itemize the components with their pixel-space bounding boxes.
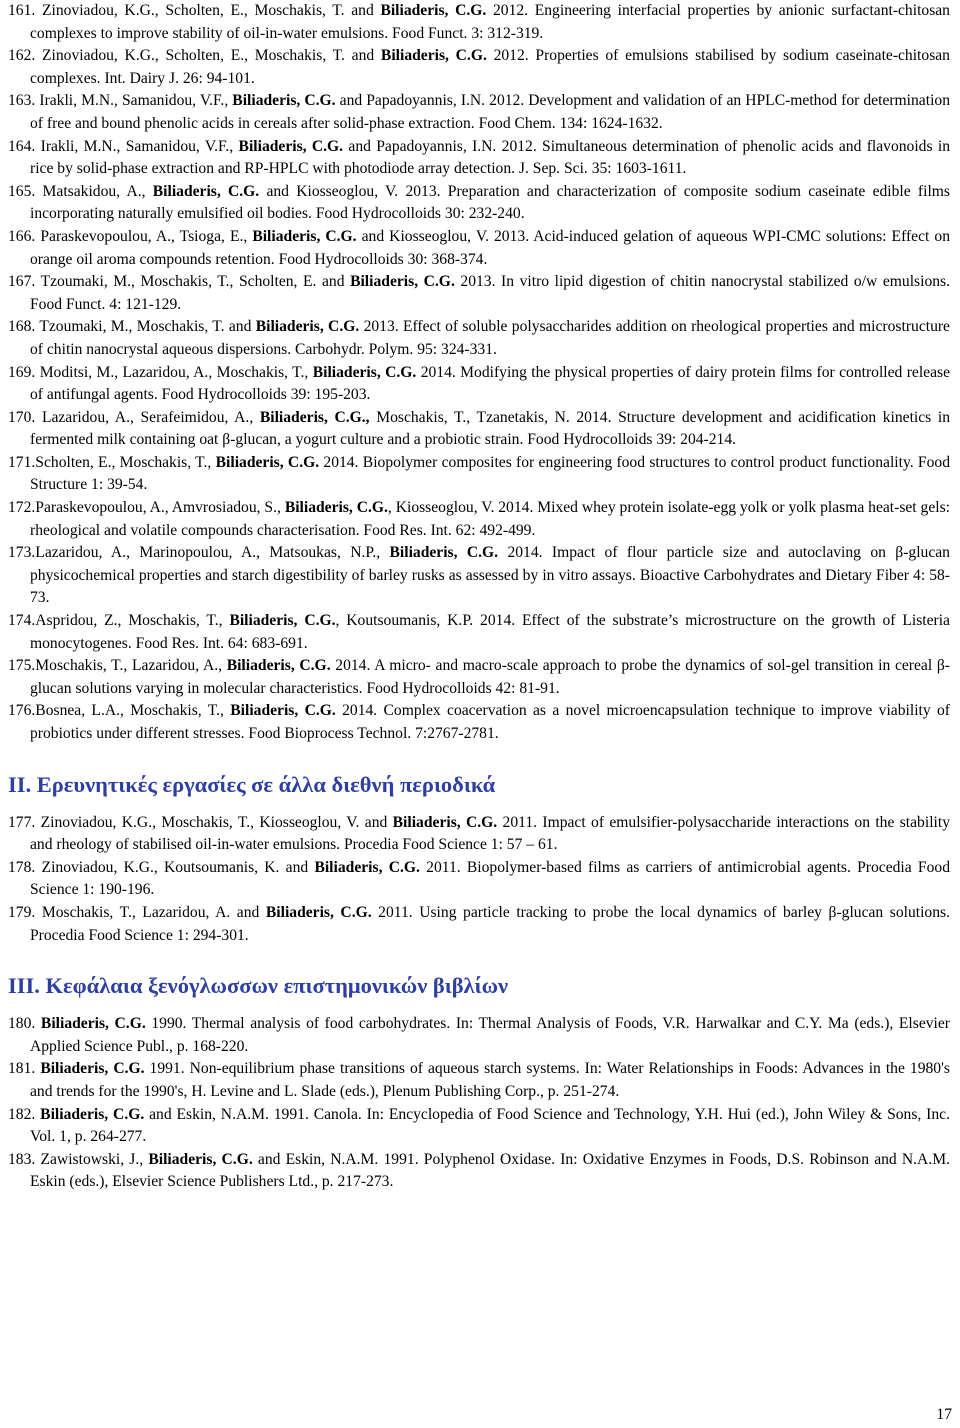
list-item xyxy=(8,812,950,857)
ref-authors: Paraskevopoulou, A., Amvrosiadou, S., xyxy=(35,499,285,517)
ref-number: 177. xyxy=(8,813,36,831)
ref-details: 1991. Non-equilibrium phase transitions of aqueous starch systems. In: Water Relationships in Foods: Advances in the 1980's and trends for the 1990's, H. Levine and L. Slade (eds.), Plenum Publishing Corp., p. 251-274. xyxy=(30,1060,950,1100)
ref-details: , Koutsoumanis, K.P. 2014. Effect of the substrate’s microstructure on the growth of Listeria monocytogenes. Food Res. Int. 64: 683-691. xyxy=(30,612,950,652)
ref-number: 178. xyxy=(8,858,36,876)
list-item xyxy=(8,655,950,700)
ref-details: and Kiosseoglou, V. 2013. Acid-induced gelation of aqueous WPI-CMC solutions: Effect on orange oil aroma compounds retention. Food Hydrocolloids 30: 368-374. xyxy=(30,227,950,268)
ref-details: and Eskin, N.A.M. 1991. Polyphenol Oxidase. In: Oxidative Enzymes in Foods, D.S. Robinson and N.A.M. Eskin (eds.), Elsevier Science Publishers Ltd., p. 217-273. xyxy=(30,1150,950,1191)
ref-number: 167. xyxy=(8,273,36,291)
ref-details: 2014. Modifying the physical properties of dairy protein films for controlled release of antifungal agents. Food Hydrocolloids 39: 195-203. xyxy=(30,363,950,404)
ref-bold-author: Biliaderis, C.G. xyxy=(314,858,420,876)
ref-authors: Aspridou, Z., Moschakis, T., xyxy=(35,612,230,630)
ref-authors: Zinoviadou, K.G., Moschakis, T., Kiosseoglou, V. and xyxy=(40,813,393,831)
ref-number: 162. xyxy=(8,47,36,65)
ref-number: 165. xyxy=(8,182,36,200)
ref-bold-author: Biliaderis, C.G. xyxy=(215,453,320,471)
list-item xyxy=(8,857,950,902)
ref-authors: Scholten, E., Moschakis, T., xyxy=(35,453,216,471)
section-ii-heading: II. Ερευνητικές εργασίες σε άλλα διεθνή περιοδικά xyxy=(8,771,496,797)
ref-authors: Zinoviadou, K.G., Scholten, E., Moschakis, T. and xyxy=(41,2,381,19)
list-item xyxy=(8,136,950,181)
ref-number: 169. xyxy=(8,363,36,381)
list-item xyxy=(8,542,950,610)
ref-bold-author: Biliaderis, C.G. xyxy=(389,544,499,562)
document-page xyxy=(8,0,950,1194)
ref-details: 2013. In vitro lipid digestion of chitin nanocrystal stabilized o/w emulsions. Food Funct. 4: 121-129. xyxy=(30,273,950,313)
ref-details: 2014. Impact of flour particle size and autoclaving on β-glucan physicochemical properties and starch digestibility of barley rusks as assessed by in vitro assays. Bioactive Carbohydrates and Dietary Fiber 4: 58-73. xyxy=(30,544,950,607)
list-item xyxy=(8,1013,950,1058)
list-item xyxy=(8,226,950,271)
ref-number: 182. xyxy=(8,1105,36,1123)
ref-number: 161. xyxy=(8,2,36,19)
list-item xyxy=(8,0,950,45)
ref-bold-author: Biliaderis, C.G. xyxy=(230,702,336,720)
ref-details: and Kiosseoglou, V. 2013. Preparation and characterization of composite sodium caseinate edible films incorporating naturally emulsified oil bodies. Food Hydrocolloids 30: 232-240. xyxy=(30,182,950,223)
ref-authors: Zinoviadou, K.G., Koutsoumanis, K. and xyxy=(41,858,315,876)
list-item xyxy=(8,1149,950,1194)
ref-bold-author: Biliaderis, C.G. xyxy=(238,137,344,155)
ref-details: 2014. Complex coacervation as a novel microencapsulation technique to improve viability of probiotics under different stresses. Food Bioprocess Technol. 7:2767-2781. xyxy=(30,702,950,742)
ref-details: 2014. Biopolymer composites for engineering food structures to control product functionality. Food Structure 1: 39-54. xyxy=(30,453,950,494)
ref-authors: Zinoviadou, K.G., Scholten, E., Moschakis, T. and xyxy=(42,47,381,65)
ref-bold-author: Biliaderis, C.G. xyxy=(392,813,498,831)
ref-number: 179. xyxy=(8,903,36,921)
list-item xyxy=(8,1104,950,1149)
list-item xyxy=(8,181,950,226)
ref-bold-author: Biliaderis, C.G. xyxy=(152,182,260,200)
list-item xyxy=(8,610,950,655)
ref-number: 183. xyxy=(8,1150,36,1168)
ref-bold-author: Biliaderis, C.G. xyxy=(148,1150,253,1168)
ref-authors: Zawistowski, J., xyxy=(40,1150,149,1168)
ref-details: 2013. Effect of soluble polysaccharides addition on rheological properties and microstructure of chitin nanocrystal aqueous dispersions. Carbohydr. Polym. 95: 324-331. xyxy=(30,318,950,358)
list-item xyxy=(8,1058,950,1103)
ref-details: 2011. Impact of emulsifier-polysaccharide interactions on the stability and rheology of stabilised oil-in-water emulsions. Procedia Food Science 1: 57 – 61. xyxy=(30,813,950,854)
ref-bold-author: Biliaderis, C.G. xyxy=(252,227,357,245)
ref-bold-author: Biliaderis, C.G. xyxy=(350,273,455,291)
ref-bold-author: Biliaderis, C.G. xyxy=(380,47,487,65)
ref-bold-author: Biliaderis, C.G. xyxy=(312,363,417,381)
ref-details: and Eskin, N.A.M. 1991. Canola. In: Encyclopedia of Food Science and Technology, Y.H. Hui (ed.), John Wiley & Sons, Inc. Vol. 1, p. 264-277. xyxy=(30,1105,950,1146)
ref-number: 171. xyxy=(8,453,36,471)
section-iii-heading: III. Κεφάλαια ξενόγλωσσων επιστημονικών βιβλίων xyxy=(8,973,509,999)
ref-number: 181. xyxy=(8,1060,36,1078)
ref-authors: Tzoumaki, M., Moschakis, T. and xyxy=(39,318,256,336)
ref-bold-author: Biliaderis, C.G. xyxy=(284,499,388,517)
ref-bold-author: Biliaderis, C.G. xyxy=(40,1105,145,1123)
ref-bold-author: Biliaderis, C.G., xyxy=(259,408,370,426)
ref-authors: Irakli, M.N., Samanidou, V.F., xyxy=(40,137,239,155)
list-item xyxy=(8,902,950,947)
list-item xyxy=(8,407,950,452)
ref-authors: Lazaridou, A., Marinopoulou, A., Matsoukas, N.P., xyxy=(35,544,390,562)
ref-bold-author: Biliaderis, C.G. xyxy=(40,1060,145,1078)
ref-number: 168. xyxy=(8,318,36,336)
ref-details: 2012. Properties of emulsions stabilised by sodium caseinate-chitosan complexes. Int. Dairy J. 26: 94-101. xyxy=(30,47,950,87)
list-item xyxy=(8,497,950,542)
ref-details: 1990. Thermal analysis of food carbohydrates. In: Thermal Analysis of Foods, V.R. Harwalkar and C.Y. Ma (eds.), Elsevier Applied Science Publ., p. 168-220. xyxy=(30,1015,950,1055)
list-item xyxy=(8,452,950,497)
ref-authors: Tzoumaki, M., Moschakis, T., Scholten, E. and xyxy=(40,273,351,291)
ref-bold-author: Biliaderis, C.G. xyxy=(226,657,331,675)
ref-authors: Moschakis, T., Lazaridou, A. and xyxy=(41,903,266,921)
list-item xyxy=(8,90,950,135)
ref-bold-author: Biliaderis, C.G. xyxy=(255,318,360,336)
ref-authors: Irakli, M.N., Samanidou, V.F., xyxy=(39,92,233,110)
ref-number: 170. xyxy=(8,408,36,426)
ref-bold-author: Biliaderis, C.G. xyxy=(40,1015,146,1033)
reference-list-a xyxy=(8,0,950,746)
ref-number: 164. xyxy=(8,137,36,155)
list-item xyxy=(8,316,950,361)
ref-authors: Moditsi, M., Lazaridou, A., Moschakis, T., xyxy=(39,363,313,381)
ref-number: 175. xyxy=(8,657,36,675)
list-item xyxy=(8,45,950,90)
ref-authors: Bosnea, L.A., Moschakis, T., xyxy=(35,702,231,720)
ref-authors: Paraskevopoulou, A., Tsioga, E., xyxy=(40,227,253,245)
ref-details: and Papadoyannis, I.N. 2012. Development and validation of an HPLC-method for determination of free and bound phenolic acids in cereals after solid-phase extraction. Food Chem. 134: 1624-1632. xyxy=(30,92,950,132)
list-item xyxy=(8,271,950,316)
ref-number: 166. xyxy=(8,227,36,245)
ref-details: 2012. Engineering interfacial properties by anionic surfactant-chitosan complexes to improve stability of oil-in-water emulsions. Food Funct. 3: 312-319. xyxy=(30,2,950,42)
reference-list-c xyxy=(8,1013,950,1194)
ref-authors: Lazaridou, A., Serafeimidou, A., xyxy=(41,408,260,426)
list-item xyxy=(8,700,950,745)
ref-number: 163. xyxy=(8,92,36,110)
page-number: 17 xyxy=(936,1406,952,1423)
ref-details: Moschakis, T., Tzanetakis, N. 2014. Structure development and acidification kinetics in fermented milk containing oat β-glucan, a yogurt culture and a probiotic strain. Food Hydrocolloids 39: 204-214. xyxy=(30,408,951,449)
ref-bold-author: Biliaderis, C.G. xyxy=(380,2,487,19)
ref-details: 2014. A micro- and macro-scale approach to probe the dynamics of sol-gel transition in cereal β-glucan solutions varying in molecular characteristics. Food Hydrocolloids 42: 81-91. xyxy=(30,657,950,697)
ref-details: 2011. Biopolymer-based films as carriers of antimicrobial agents. Procedia Food Science 1: 190-196. xyxy=(30,858,950,899)
ref-number: 180. xyxy=(8,1015,36,1033)
ref-details: and Papadoyannis, I.N. 2012. Simultaneous determination of phenolic acids and flavonoids in rice by solid-phase extraction and RP-HPLC with photodiode array detection. J. Sep. Sci. 35: 1603-1611. xyxy=(30,137,950,178)
ref-number: 174. xyxy=(8,612,36,630)
ref-bold-author: Biliaderis, C.G. xyxy=(232,92,336,110)
list-item xyxy=(8,362,950,407)
reference-list-b xyxy=(8,812,950,948)
ref-authors: Moschakis, T., Lazaridou, A., xyxy=(35,657,227,675)
ref-details: 2011. Using particle tracking to probe the local dynamics of barley β-glucan solutions. Procedia Food Science 1: 294-301. xyxy=(30,903,950,944)
ref-number: 172. xyxy=(8,499,36,517)
ref-number: 173. xyxy=(8,544,36,562)
ref-bold-author: Biliaderis, C.G. xyxy=(265,903,372,921)
ref-number: 176. xyxy=(8,702,36,720)
ref-details: , Kiosseoglou, V. 2014. Mixed whey protein isolate-egg yolk or yolk plasma heat-set gels: rheological and volatile compounds characterisation. Food Res. Int. 62: 492-499. xyxy=(30,499,950,539)
ref-authors: Matsakidou, A., xyxy=(42,182,153,200)
ref-bold-author: Biliaderis, C.G. xyxy=(229,612,336,630)
